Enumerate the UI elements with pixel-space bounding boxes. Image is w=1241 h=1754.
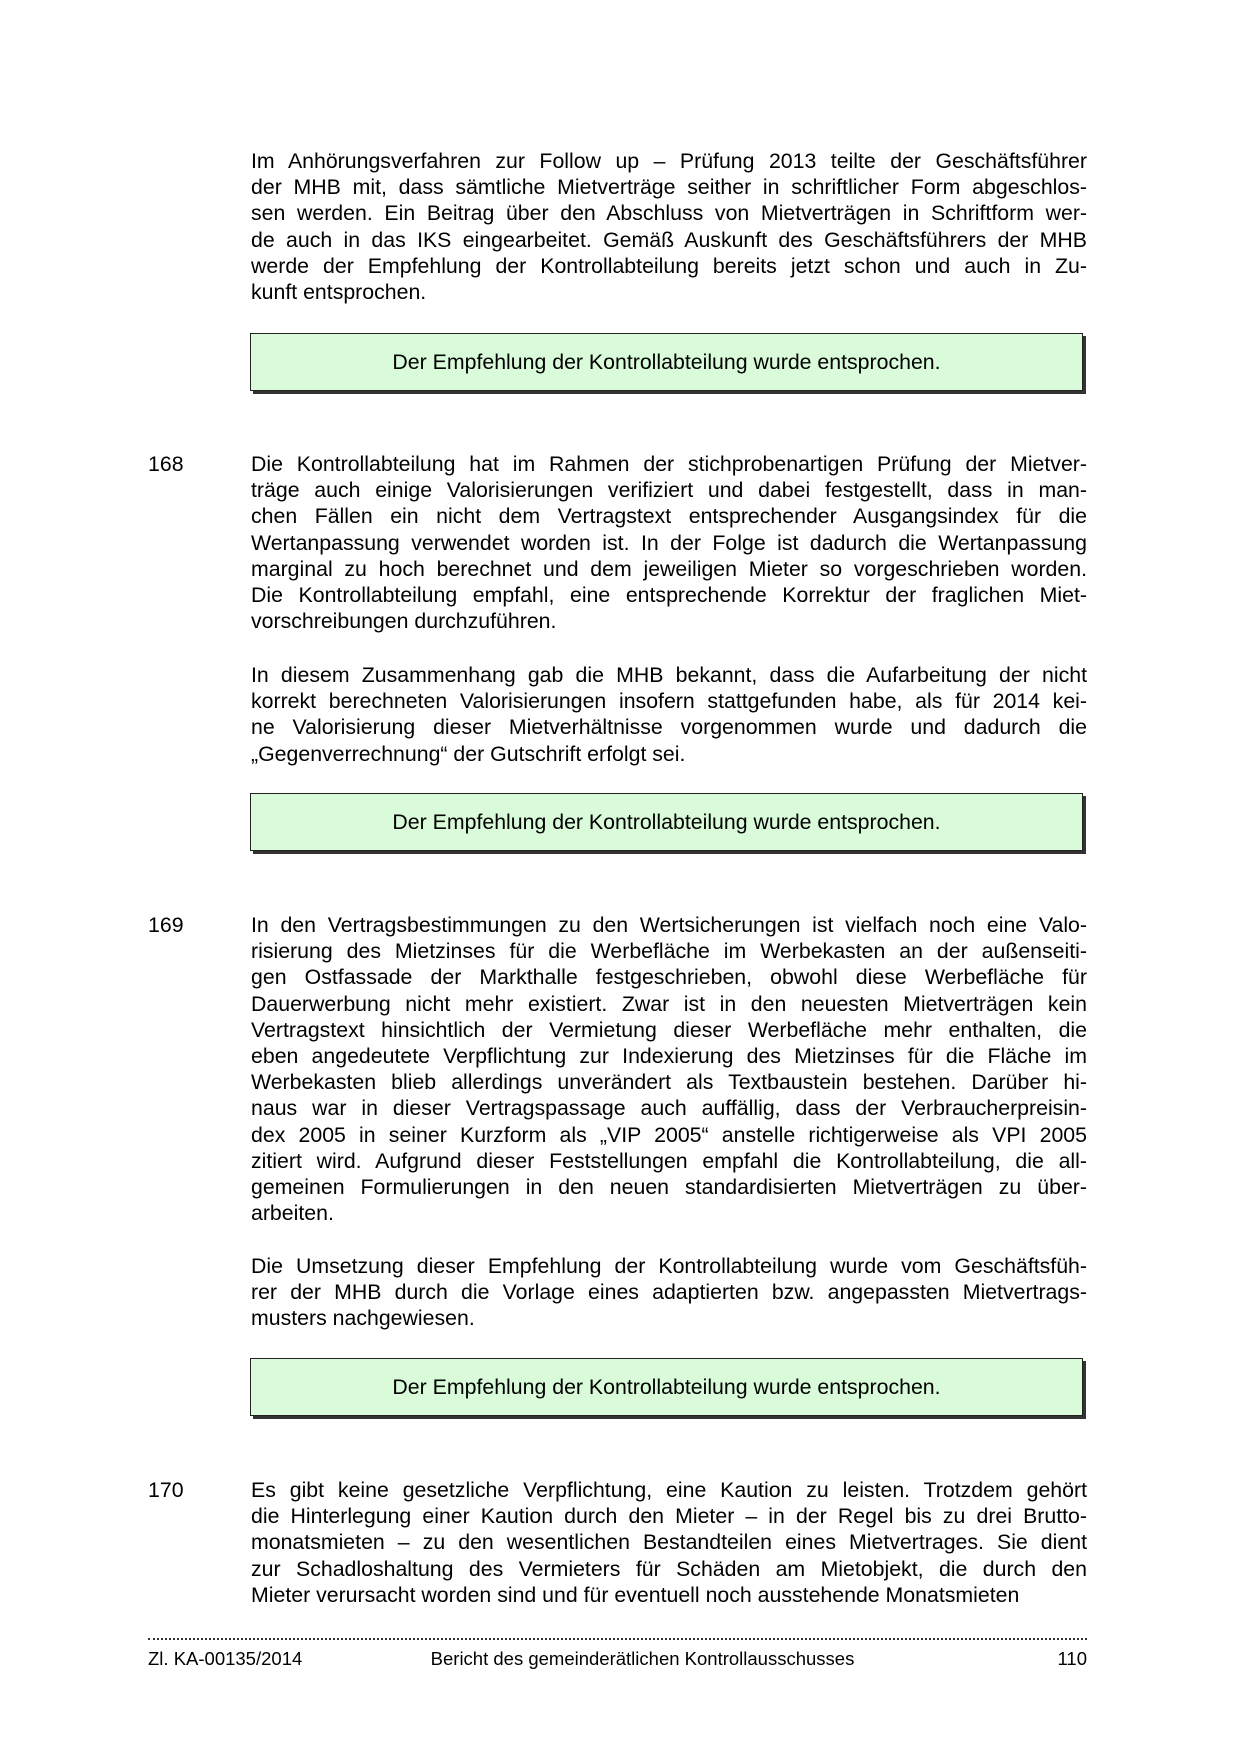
text-line: risierung des Mietzinses für die Werbefläche im Werbekasten an der außenseiti-: [251, 939, 1087, 964]
text-line: „Gegenverrechnung“ der Gutschrift erfolgt sei.: [251, 741, 686, 766]
text-line: In diesem Zusammenhang gab die MHB bekannt, dass die Aufarbeitung der nicht: [251, 663, 1087, 687]
recommendation-box: [250, 1358, 1083, 1416]
text-line: kunft entsprochen.: [251, 280, 427, 305]
text-line: der MHB mit, dass sämtliche Mietverträge seither in schriftlicher Form abgeschlos-: [251, 175, 1087, 200]
text-line: zitiert wird. Aufgrund dieser Feststellungen empfahl die Kontrollabteilung, die all-: [251, 1148, 1087, 1173]
text-line: korrekt berechneten Valorisierungen insofern stattgefunden habe, als für 2014 kei-: [251, 689, 1087, 714]
text-line: eben angedeutete Verpflichtung zur Indexierung des Mietzinses für die Fläche im: [251, 1044, 1087, 1069]
footer-title: Bericht des gemeinderätlichen Kontrollausschusses: [430, 1648, 855, 1669]
text-line: Im Anhörungsverfahren zur Follow up – Prüfung 2013 teilte der Geschäftsführer: [251, 149, 1087, 173]
text-line: marginal zu hoch berechnet und dem jeweiligen Mieter so vorgeschrieben worden.: [251, 556, 1087, 581]
text-line: de auch in das IKS eingearbeitet. Gemäß Auskunft des Geschäftsführers der MHB: [251, 227, 1087, 252]
text-line: In den Vertragsbestimmungen zu den Wertsicherungen ist vielfach noch eine Valo-: [251, 913, 1087, 937]
text-line: träge auch einige Valorisierungen verifiziert und dabei festgestellt, dass in man-: [251, 478, 1087, 503]
text-line: ne Valorisierung dieser Mietverhältnisse vorgenommen wurde und dadurch die: [251, 715, 1087, 740]
text-line: Die Kontrollabteilung hat im Rahmen der stichprobenartigen Prüfung der Mietver-: [251, 452, 1087, 476]
text-line: musters nachgewiesen.: [251, 1306, 475, 1331]
text-line: naus war in dieser Vertragspassage auch auffällig, dass der Verbraucherpreisin-: [251, 1096, 1087, 1121]
recommendation-box: [250, 793, 1083, 851]
recommendation-label: Der Empfehlung der Kontrollabteilung wurde entsprochen.: [392, 1374, 941, 1399]
text-line: dex 2005 in seiner Kurzform als „VIP 2005“ anstelle richtigerweise als VPI 2005: [251, 1122, 1087, 1147]
text-line: die Hinterlegung einer Kaution durch den Mieter – in der Regel bis zu drei Brutto-: [251, 1504, 1087, 1529]
footer-reference: Zl. KA-00135/2014: [148, 1648, 303, 1669]
paragraph-number: 169: [148, 913, 184, 937]
recommendation-box: [250, 333, 1083, 391]
paragraph-168-continued: [251, 662, 1087, 767]
text-line: Wertanpassung verwendet worden ist. In der Folge ist dadurch die Wertanpassung: [251, 530, 1087, 555]
recommendation-label: Der Empfehlung der Kontrollabteilung wurde entsprochen.: [392, 809, 941, 834]
text-line: monatsmieten – zu den wesentlichen Bestandteilen eines Mietvertrages. Sie dient: [251, 1530, 1087, 1555]
text-line: rer der MHB durch die Vorlage eines adaptierten bzw. angepassten Mietvertrags-: [251, 1280, 1087, 1305]
text-line: werde der Empfehlung der Kontrollabteilung bereits jetzt schon und auch in Zu-: [251, 253, 1087, 278]
paragraph-170: [251, 1477, 1087, 1608]
text-line: Die Kontrollabteilung empfahl, eine entsprechende Korrektur der fraglichen Miet-: [251, 583, 1087, 608]
text-line: sen werden. Ein Beitrag über den Abschluss von Mietverträgen in Schriftform wer-: [251, 201, 1087, 226]
text-line: Die Umsetzung dieser Empfehlung der Kontrollabteilung wurde vom Geschäftsfüh-: [251, 1254, 1087, 1278]
paragraph-169: [251, 912, 1087, 1226]
intro-paragraph: [251, 148, 1087, 305]
text-line: Es gibt keine gesetzliche Verpflichtung, eine Kaution zu leisten. Trotzdem gehört: [251, 1478, 1087, 1502]
text-line: Werbekasten blieb allerdings unverändert als Textbaustein bestehen. Darüber hi-: [251, 1070, 1087, 1095]
text-line: gemeinen Formulierungen in den neuen standardisierten Mietverträgen zu über-: [251, 1175, 1087, 1200]
footer-separator: [148, 1638, 1087, 1640]
paragraph-number: 168: [148, 452, 184, 476]
paragraph-number: 170: [148, 1478, 184, 1502]
text-line: gen Ostfassade der Markthalle festgeschrieben, obwohl diese Werbefläche für: [251, 965, 1087, 990]
paragraph-169-continued: [251, 1253, 1087, 1332]
text-line: zur Schadloshaltung des Vermieters für Schäden am Mietobjekt, die durch den: [251, 1556, 1087, 1581]
text-line: Vertragstext hinsichtlich der Vermietung dieser Werbefläche mehr enthalten, die: [251, 1017, 1087, 1042]
recommendation-label: Der Empfehlung der Kontrollabteilung wurde entsprochen.: [392, 349, 941, 374]
text-line: chen Fällen ein nicht dem Vertragstext entsprechender Ausgangsindex für die: [251, 504, 1087, 529]
paragraph-168: [251, 451, 1087, 634]
text-line: vorschreibungen durchzuführen.: [251, 609, 557, 634]
text-line: Dauerwerbung nicht mehr existiert. Zwar ist in den neuesten Mietverträgen kein: [251, 991, 1087, 1016]
text-line: arbeiten.: [251, 1201, 334, 1226]
text-line: Mieter verursacht worden sind und für eventuell noch ausstehende Monatsmieten: [251, 1582, 1020, 1607]
footer-page-number: 110: [1057, 1648, 1087, 1669]
